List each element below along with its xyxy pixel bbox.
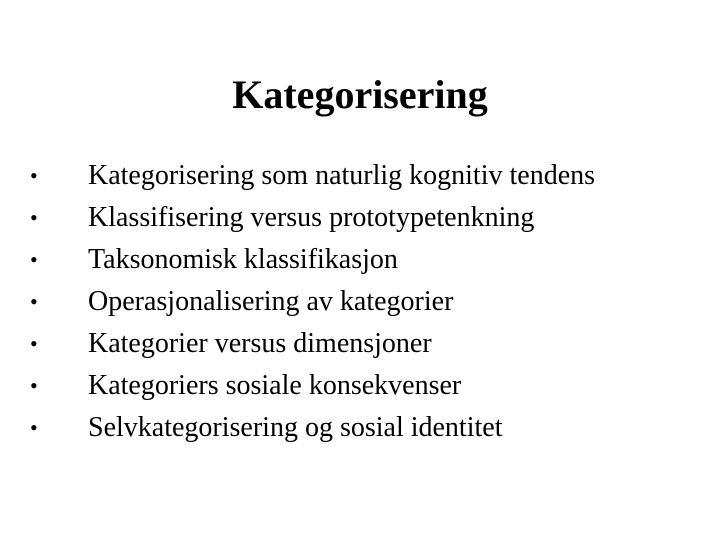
bullet-icon: • <box>30 247 38 272</box>
list-item <box>30 328 710 360</box>
list-item-text: Kategorier versus dimensjoner <box>88 328 432 359</box>
list-item <box>30 202 710 234</box>
slide-title: Kategorisering <box>232 72 488 117</box>
list-item <box>30 370 710 402</box>
bullet-icon: • <box>30 373 38 398</box>
list-item-text: Selvkategorisering og sosial identitet <box>88 412 503 443</box>
list-item-text: Operasjonalisering av kategorier <box>88 286 454 317</box>
list-item <box>30 412 710 444</box>
list-item-text: Taksonomisk klassifikasjon <box>88 244 398 275</box>
list-item-text: Klassifisering versus prototypetenkning <box>88 202 535 233</box>
bullet-icon: • <box>30 415 38 440</box>
list-item <box>30 160 710 192</box>
bullet-list <box>30 160 710 454</box>
bullet-icon: • <box>30 205 38 230</box>
list-item <box>30 244 710 276</box>
bullet-icon: • <box>30 289 38 314</box>
bullet-icon: • <box>30 163 38 188</box>
list-item <box>30 286 710 318</box>
list-item-text: Kategorisering som naturlig kognitiv tendens <box>88 160 596 191</box>
bullet-icon: • <box>30 331 38 356</box>
list-item-text: Kategoriers sosiale konsekvenser <box>88 370 462 401</box>
